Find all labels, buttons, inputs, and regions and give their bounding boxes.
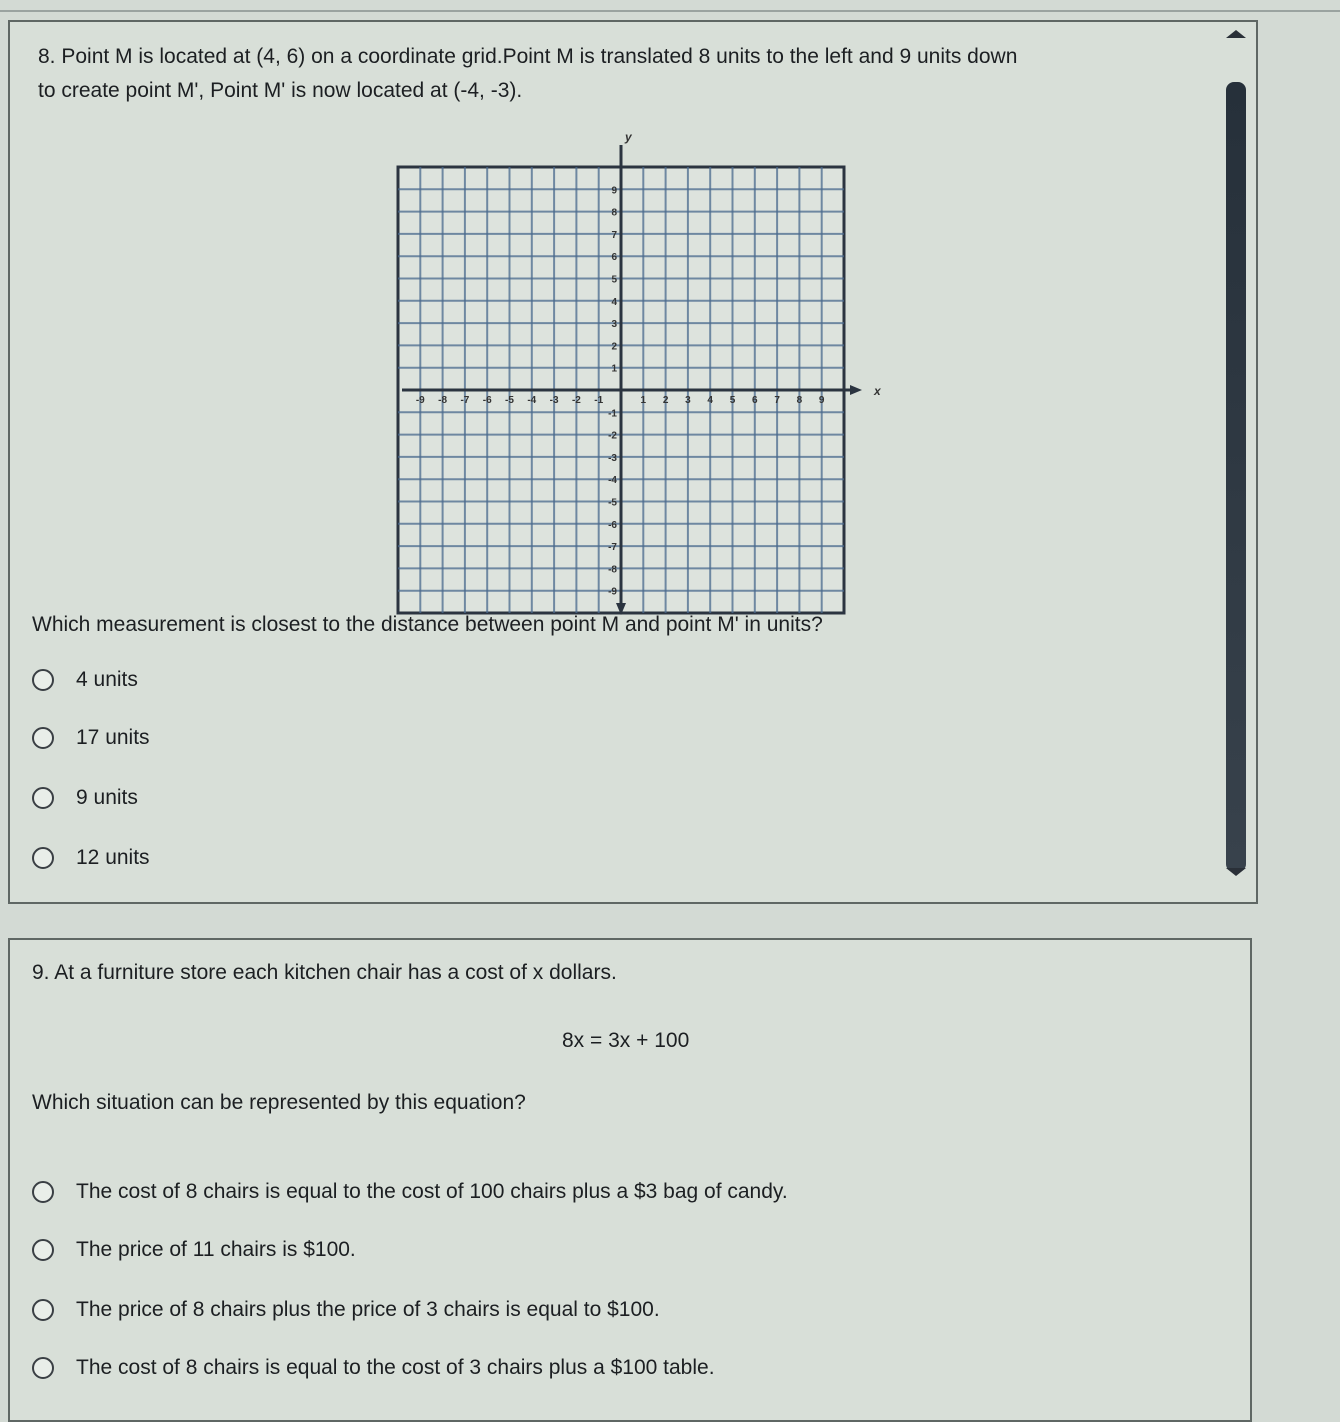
y-tick-label: 4: [611, 296, 617, 308]
y-tick-label: 5: [611, 274, 617, 286]
top-divider: [0, 10, 1340, 12]
x-tick-label: -4: [527, 395, 537, 406]
x-tick-label: 7: [774, 395, 780, 406]
y-tick-label: -2: [608, 430, 617, 442]
option-12-units[interactable]: [32, 846, 150, 870]
x-tick-label: -2: [571, 395, 581, 406]
x-axis-arrow-icon: [850, 385, 862, 395]
x-tick-label: 1: [640, 395, 647, 406]
y-tick-label: 2: [611, 341, 617, 353]
x-tick-label: 9: [818, 395, 825, 406]
y-tick-label: -4: [608, 475, 617, 487]
option-b[interactable]: [32, 1238, 356, 1262]
option-label: The cost of 8 chairs is equal to the cost of 100 chairs plus a $3 bag of candy.: [76, 1180, 788, 1203]
y-tick-label: -7: [608, 542, 617, 554]
option-label: The price of 8 chairs plus the price of 3 chairs is equal to $100.: [76, 1298, 660, 1321]
y-tick-label: -1: [608, 408, 617, 420]
option-a[interactable]: [32, 1180, 788, 1204]
y-tick-label: 7: [611, 229, 617, 241]
x-tick-label: 4: [707, 395, 713, 406]
coordinate-grid: [380, 122, 881, 602]
y-tick-label: 1: [611, 363, 617, 375]
option-9-units[interactable]: [32, 786, 138, 810]
equation: 8x = 3x + 100: [562, 1029, 690, 1052]
question-8-prompt: Which measurement is closest to the distance between point M and point M' in units?: [32, 613, 823, 636]
question-9-prompt: Which situation can be represented by this equation?: [32, 1091, 526, 1114]
radio-button[interactable]: [32, 727, 54, 749]
question-9-text: 9. At a furniture store each kitchen chair has a cost of x dollars.: [32, 961, 617, 984]
y-tick-label: 8: [611, 207, 617, 219]
option-label: The price of 11 chairs is $100.: [76, 1238, 356, 1261]
x-tick-label: 5: [729, 395, 736, 406]
y-tick-label: -5: [608, 497, 617, 509]
radio-button[interactable]: [32, 1181, 54, 1203]
y-axis-label: y: [625, 130, 632, 144]
option-c[interactable]: [32, 1298, 660, 1322]
question-8-text-line2: to create point M', Point M' is now located at (-4, -3).: [38, 79, 523, 102]
scrollbar[interactable]: [1216, 22, 1250, 882]
x-tick-label: -3: [549, 395, 559, 406]
y-tick-label: -6: [608, 519, 617, 531]
question-9-panel: [8, 938, 1252, 1422]
scroll-up-arrow-icon[interactable]: [1226, 30, 1246, 38]
y-tick-label: 6: [611, 252, 617, 264]
y-tick-label: 9: [611, 185, 617, 197]
y-tick-label: -8: [608, 564, 617, 576]
scroll-down-arrow-icon[interactable]: [1226, 868, 1246, 876]
scrollbar-thumb[interactable]: [1226, 82, 1246, 872]
option-4-units[interactable]: [32, 668, 138, 692]
option-label: 4 units: [76, 668, 138, 691]
x-axis-label: x: [874, 384, 881, 398]
x-tick-label: -8: [438, 395, 448, 406]
option-d[interactable]: [32, 1356, 715, 1380]
option-label: The cost of 8 chairs is equal to the cost of 3 chairs plus a $100 table.: [76, 1356, 715, 1379]
y-tick-label: -9: [608, 586, 617, 598]
question-8-panel: [8, 20, 1258, 904]
radio-button[interactable]: [32, 847, 54, 869]
radio-button[interactable]: [32, 1299, 54, 1321]
x-tick-label: 3: [685, 395, 691, 406]
y-tick-label: 3: [611, 319, 617, 331]
radio-button[interactable]: [32, 787, 54, 809]
radio-button[interactable]: [32, 1239, 54, 1261]
radio-button[interactable]: [32, 1357, 54, 1379]
x-tick-label: -6: [482, 395, 492, 406]
x-tick-label: -7: [460, 395, 470, 406]
option-17-units[interactable]: [32, 726, 150, 750]
x-tick-label: -5: [505, 395, 514, 406]
x-tick-label: -1: [594, 395, 604, 406]
y-tick-label: -3: [608, 452, 617, 464]
x-tick-label: 8: [796, 395, 803, 406]
option-label: 12 units: [76, 846, 150, 869]
x-tick-label: 6: [752, 395, 758, 406]
x-tick-label: -9: [415, 395, 425, 406]
option-label: 9 units: [76, 786, 138, 809]
question-8-text-line1: 8. Point M is located at (4, 6) on a coordinate grid.Point M is translated 8 units to the left and 9 units down: [38, 45, 1018, 68]
radio-button[interactable]: [32, 669, 54, 691]
x-tick-label: 2: [662, 395, 669, 406]
option-label: 17 units: [76, 726, 150, 749]
